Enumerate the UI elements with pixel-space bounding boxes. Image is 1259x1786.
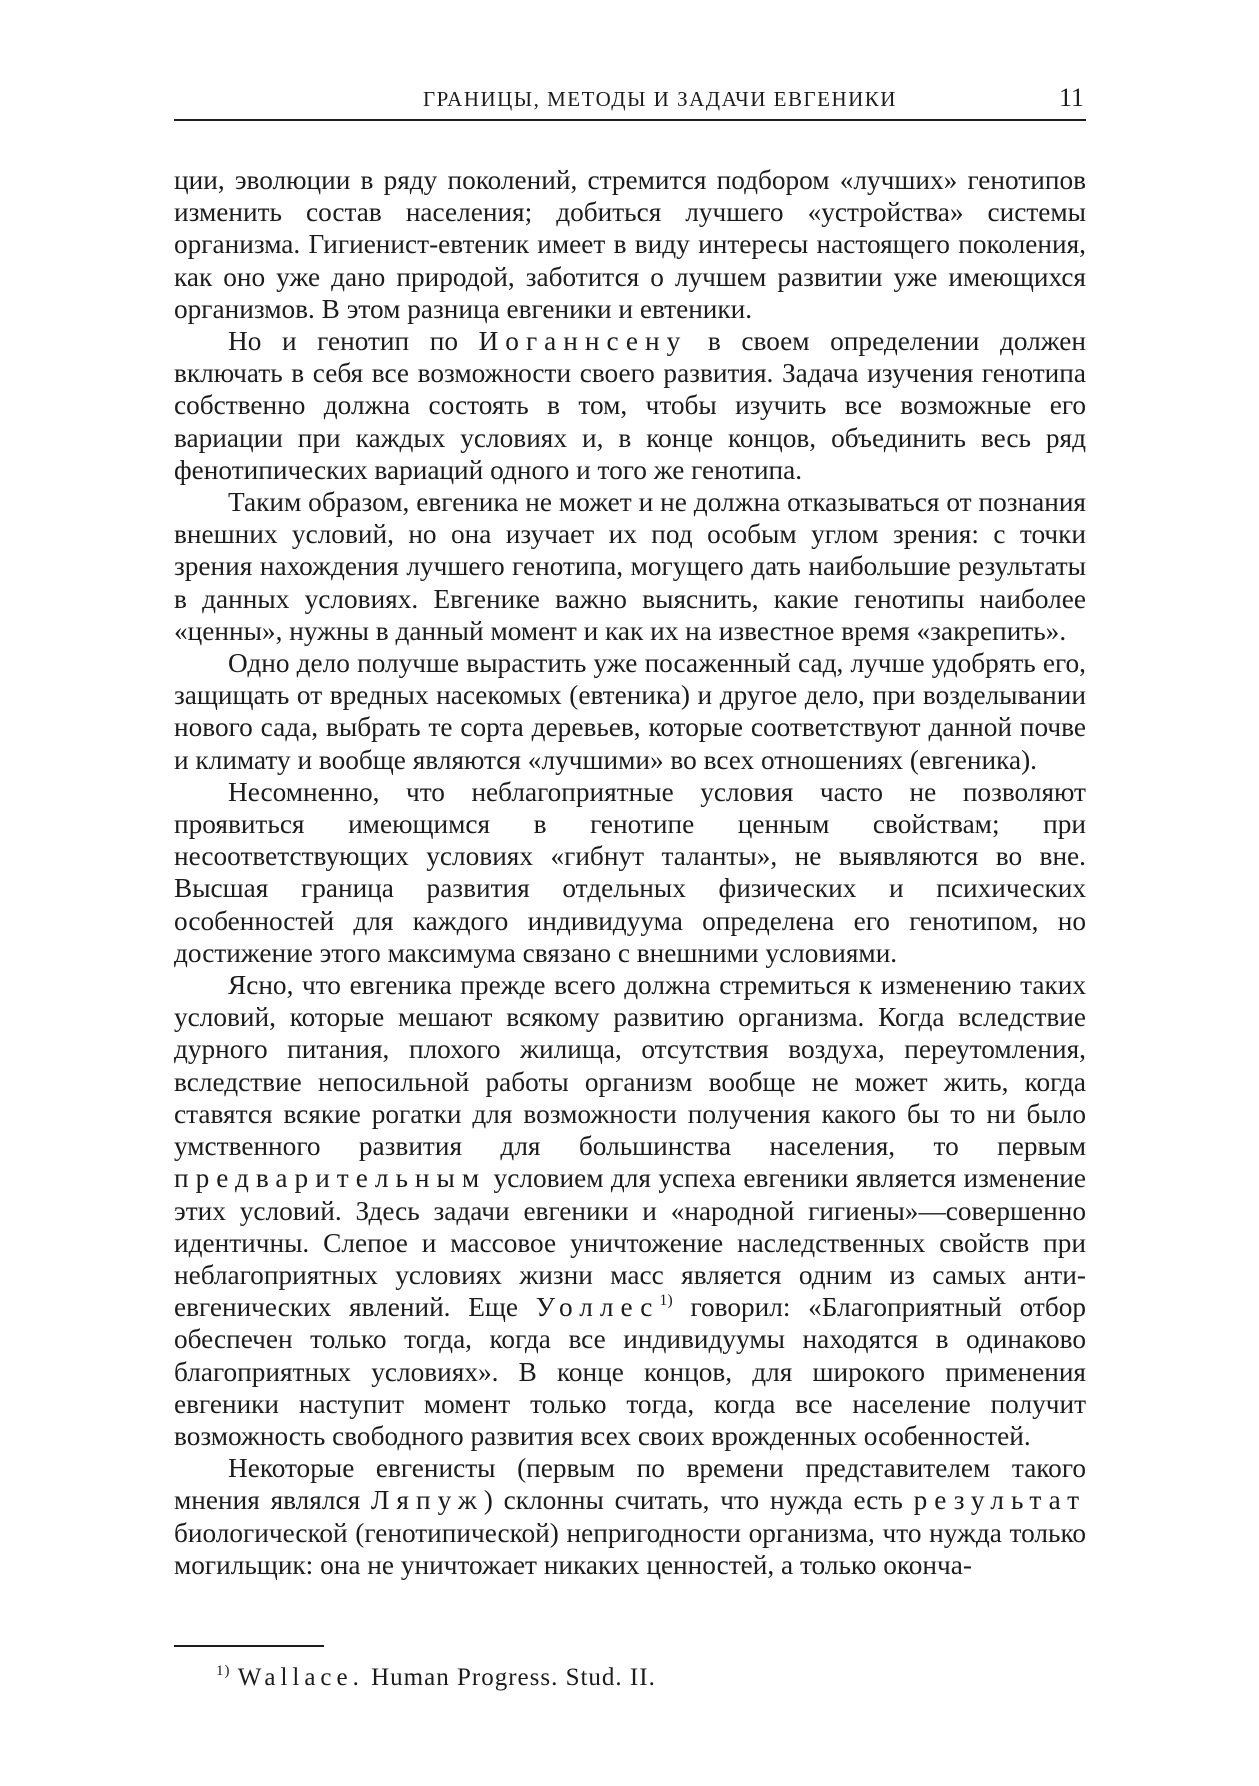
emphasis-preliminary: предварительным: [174, 1163, 487, 1194]
running-head: [174, 78, 1086, 118]
paragraph-6-text-a: Ясно, что евгеника прежде всего должна стремиться к изменению таких условий, которые мешают всякому развитию организма. Когда вследствие дурного питания, плохого жилища, отсутствия воздуха, переутомления, вследствие непосильной работы организм вообще не может жить, когда ставятся всякие рогатки для возможности получения какого бы то ни было умственного развития для большинства населения, то первым: [174, 970, 1086, 1162]
name-wallace: Уоллес: [535, 1292, 660, 1323]
footnote-reference[interactable]: 1): [659, 1292, 673, 1310]
paragraph-6: [174, 969, 1086, 1452]
emphasis-result: результат: [913, 1485, 1086, 1516]
paragraph-2: [174, 325, 1086, 486]
paragraph-4: Одно дело получше вырастить уже посаженный сад, лучше удобрять его, защищать от вредных насекомых (евтеника) и другое дело, при возделывании нового сада, выбрать те сорта деревьев, которые соответствуют данной почве и климату и вообще являются «лучшими» во всех отношениях (евгеника).: [174, 648, 1086, 775]
running-title: ГРАНИЦЫ, МЕТОДЫ И ЗАДАЧИ ЕВГЕНИКИ: [423, 87, 897, 111]
footnote: [216, 1664, 656, 1692]
paragraph-7: [174, 1452, 1086, 1581]
footnote-author: Wallace.: [237, 1664, 364, 1691]
footnote-mark: 1): [216, 1663, 231, 1679]
paragraph-7-text-c: биологической (генотипической) непригодности организма, что нужда только могильщик: она не уничтожает никаких ценностей, а только оконча-: [174, 1517, 1086, 1580]
footnote-text: Human Progress. Stud. II.: [363, 1664, 656, 1691]
page-number: 11: [1058, 83, 1084, 112]
document-page: [174, 78, 1086, 1691]
name-lapouge: Ляпуж: [370, 1485, 484, 1516]
paragraph-2-text-a: Но и генотип по: [228, 326, 479, 357]
paragraph-7-text-b: ) склонны считать, что нужда есть: [483, 1485, 914, 1516]
paragraph-5: Несомненно, что неблагоприятные условия часто не позволяют проявиться имеющимся в генотипе ценным свойствам; при несоответствующих условиях «гибнут таланты», не выявляются во вне. Высшая граница развития отдельных физических и психических особенностей для каждого индивидуума определена его генотипом, но достижение этого максимума связано с внешними условиями.: [174, 776, 1086, 968]
paragraph-1: ции, эволюции в ряду поколений, стремится подбором «лучших» генотипов изменить состав населения; добиться лучшего «устройства» системы организма. Гигиенист-евтеник имеет в виду интересы настоящего поколения, как оно уже дано природой, заботится о лучшем развитии уже имеющихся организмов. В этом разница евгеники и евтеники.: [174, 165, 1086, 324]
name-johannsen: Иоганнсену: [478, 326, 688, 357]
paragraph-6-text-c: говорил: «Благоприятный отбор обеспечен только тогда, когда все индивидуумы находятся в одинаково благоприятных условиях». В конце концов, для широкого применения евгеники наступит момент только тогда, когда все население получит возможность свободного развития всех своих врожденных особенностей.: [174, 1292, 1086, 1451]
header-rule: [174, 119, 1086, 121]
paragraph-2-text-b: в своем определении должен включать в себя все возможности своего развития. Задача изучения генотипа собственно должна состоять в том, чтобы изучить все возможные его вариации при каждых условиях и, в конце концов, объединить весь ряд фенотипических вариаций одного и того же генотипа.: [174, 326, 1086, 485]
body-text: [174, 164, 1086, 1581]
footnote-rule: [174, 1645, 324, 1647]
paragraph-3: Таким образом, евгеника не может и не должна отказываться от познания внешних условий, но она изучает их под особым углом зрения: с точки зрения нахождения лучшего генотипа, могущего дать наибольшие результаты в данных условиях. Евгенике важно выяснить, какие генотипы наиболее «ценны», нужны в данный момент и как их на известное время «закрепить».: [174, 487, 1086, 646]
paragraph-7-text-a: Некоторые евгенисты (первым по времени представителем такого мнения являлся: [174, 1453, 1086, 1516]
paragraph-6-text-b: условием для успеха евгеники является изменение этих условий. Здесь задачи евгеники и «народной гигиены»—совершенно идентичны. Слепое и массовое уничтожение наследственных свойств при неблагоприятных условиях жизни масс является одним из самых анти-евгенических явлений. Еще: [174, 1163, 1086, 1323]
